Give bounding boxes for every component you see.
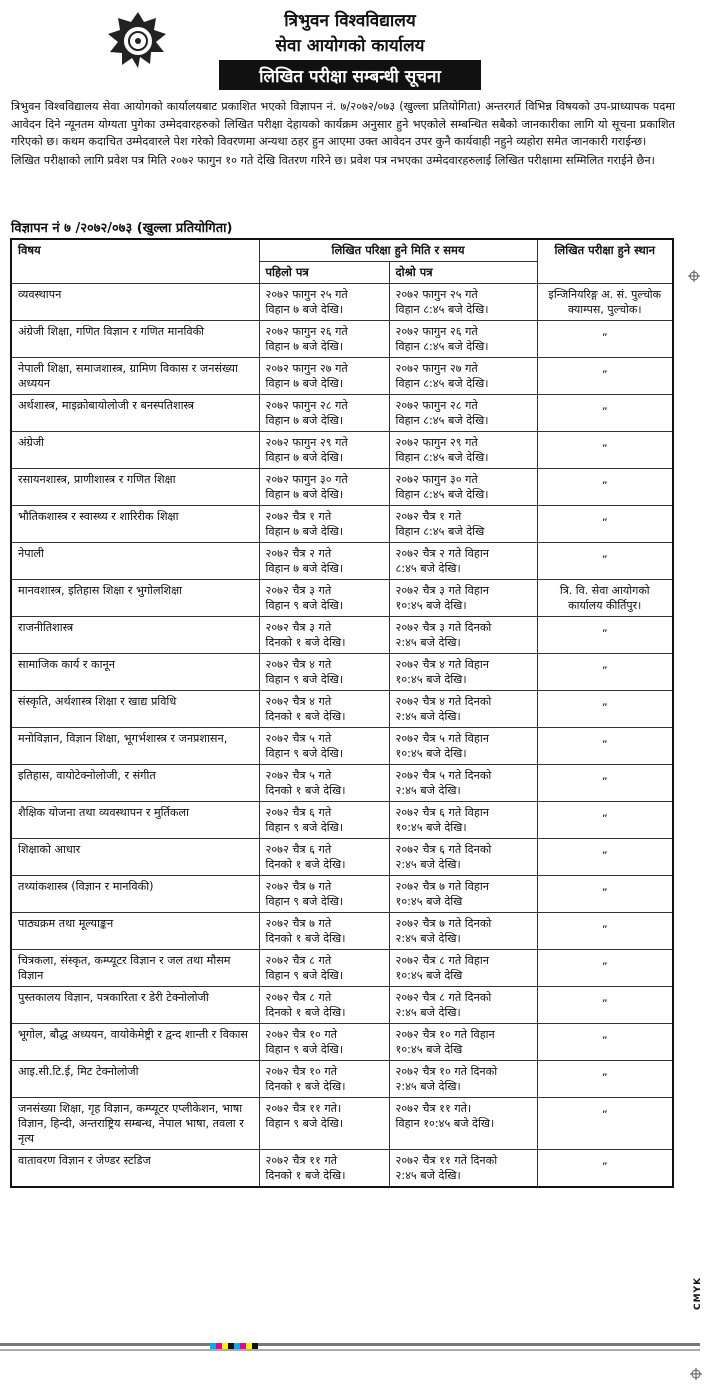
paper1-text: विहान ७ बजे देखि। — [265, 562, 344, 575]
exam-schedule-table — [10, 238, 674, 1188]
paper1-cell — [259, 987, 389, 1024]
paper2-text: १०:४५ बजे देखि। — [395, 673, 467, 686]
paper2-cell — [389, 1061, 537, 1098]
table-row — [11, 469, 673, 506]
paper2-cell — [389, 580, 537, 617]
paper1-text: विहान ९ बजे देखि। — [265, 747, 344, 760]
paper2-text: १०:४५ बजे देखि। — [395, 599, 467, 612]
paper2-cell — [389, 1150, 537, 1188]
subject-cell: अर्थशास्त्र, माइक्रोबायोलोजी र बनस्पतिशास्त्र — [11, 395, 259, 432]
paper1-cell — [259, 950, 389, 987]
registration-mark-icon — [690, 1368, 702, 1380]
paper2-text: विहान १०:४५ बजे देखि। — [395, 1117, 495, 1130]
paper1-cell — [259, 432, 389, 469]
table-row — [11, 506, 673, 543]
subject-cell: जनसंख्या शिक्षा, गृह विज्ञान, कम्प्यूटर एप्लीकेशन, भाषा विज्ञान, हिन्दी, अन्तराष्ट्रिय सम्बन्ध, नेपाल भाषा, तवला र नृत्य — [11, 1098, 259, 1150]
venue-ditto-cell: „ — [537, 543, 673, 580]
paper2-cell — [389, 617, 537, 654]
paper2-text: २०७२ चैत्र ६ गते दिनको — [395, 843, 492, 856]
table-row — [11, 395, 673, 432]
subject-cell: राजनीतिशास्त्र — [11, 617, 259, 654]
paper2-text: २:४५ बजे देखि। — [395, 858, 461, 871]
paper2-cell — [389, 765, 537, 802]
paper2-text: २०७२ चैत्र ११ गते। — [395, 1102, 472, 1115]
paper1-text: विहान ७ बजे देखि। — [265, 488, 344, 501]
venue-ditto-cell: „ — [537, 1098, 673, 1150]
subject-cell: पुस्तकालय विज्ञान, पत्रकारिता र डेरी टेक्नोलोजी — [11, 987, 259, 1024]
color-swatch — [252, 1343, 258, 1349]
table-row — [11, 358, 673, 395]
paper2-cell — [389, 802, 537, 839]
paper1-cell — [259, 617, 389, 654]
paper1-text: २०७२ फागुन २९ गते — [265, 436, 348, 449]
venue-ditto-cell: „ — [537, 506, 673, 543]
paper2-text: २०७२ चैत्र ४ गते विहान — [395, 658, 489, 671]
paper2-text: २०७२ चैत्र ८ गते विहान — [395, 954, 489, 967]
paper2-cell — [389, 913, 537, 950]
paper2-text: १०:४५ बजे देखि। — [395, 821, 467, 834]
column-header-subject: विषय — [11, 239, 259, 284]
venue-ditto-cell: „ — [537, 617, 673, 654]
paper1-cell — [259, 839, 389, 876]
subject-cell: मनोविज्ञान, विज्ञान शिक्षा, भूगर्भशास्त्र र जनप्रशासन, — [11, 728, 259, 765]
paper2-text: २०७२ चैत्र ५ गते दिनको — [395, 769, 492, 782]
table-row — [11, 1061, 673, 1098]
paper1-cell — [259, 728, 389, 765]
paper2-text: २०७२ चैत्र १० गते दिनको — [395, 1065, 498, 1078]
table-row — [11, 839, 673, 876]
footer-rule — [0, 1343, 700, 1346]
table-row — [11, 432, 673, 469]
paper2-text: २०७२ चैत्र २ गते विहान — [395, 547, 489, 560]
paper1-cell — [259, 691, 389, 728]
subject-cell: सामाजिक कार्य र कानून — [11, 654, 259, 691]
venue-ditto-cell: „ — [537, 654, 673, 691]
paper1-text: २०७२ चैत्र ७ गते — [265, 880, 332, 893]
venue-ditto-cell: „ — [537, 950, 673, 987]
paper1-cell — [259, 802, 389, 839]
paper2-text: २०७२ चैत्र ४ गते दिनको — [395, 695, 492, 708]
subject-cell: रसायनशास्त्र, प्राणीशास्त्र र गणित शिक्षा — [11, 469, 259, 506]
table-row — [11, 654, 673, 691]
venue-ditto-cell: „ — [537, 876, 673, 913]
paper1-text: २०७२ चैत्र १० गते — [265, 1065, 338, 1078]
notice-title: लिखित परीक्षा सम्बन्धी सूचना — [219, 60, 481, 90]
subject-cell: वातावरण विज्ञान र जेण्डर स्टडिज — [11, 1150, 259, 1188]
paper2-text: विहान ८:४५ बजे देखि। — [395, 303, 489, 316]
paper1-text: विहान ९ बजे देखि। — [265, 1117, 344, 1130]
paper1-text: दिनको १ बजे देखि। — [265, 1080, 346, 1093]
paper1-cell — [259, 580, 389, 617]
paper1-text: दिनको १ बजे देखि। — [265, 932, 346, 945]
paper1-text: विहान ९ बजे देखि। — [265, 895, 344, 908]
paper2-cell — [389, 876, 537, 913]
notice-header — [0, 0, 711, 95]
paper1-text: विहान ९ बजे देखि। — [265, 673, 344, 686]
cmyk-label: CMYK — [693, 1276, 703, 1310]
paper2-text: २:४५ बजे देखि। — [395, 784, 461, 797]
intro-text — [11, 98, 675, 170]
subject-cell: मानवशास्त्र, इतिहास शिक्षा र भुगोलशिक्षा — [11, 580, 259, 617]
paper1-cell — [259, 654, 389, 691]
paper1-cell — [259, 543, 389, 580]
paper1-text: दिनको १ बजे देखि। — [265, 784, 346, 797]
paper1-cell — [259, 506, 389, 543]
paper1-text: २०७२ फागुन २५ गते — [265, 288, 348, 301]
table-row — [11, 543, 673, 580]
paper2-text: २०७२ चैत्र ६ गते विहान — [395, 806, 489, 819]
paper1-text: विहान ९ बजे देखि। — [265, 821, 344, 834]
paper2-cell — [389, 839, 537, 876]
table-row — [11, 1150, 673, 1188]
paper1-text: २०७२ चैत्र ६ गते — [265, 806, 332, 819]
paper1-text: २०७२ चैत्र ८ गते — [265, 991, 332, 1004]
paper2-text: २:४५ बजे देखि। — [395, 636, 461, 649]
venue-cell: इन्जिनियरिङ्ग अ. सं. पुल्चोक क्याम्पस, पुल्चोक। — [537, 284, 673, 321]
paper2-cell — [389, 1024, 537, 1061]
subject-cell: इतिहास, वायोटेक्नोलोजी, र संगीत — [11, 765, 259, 802]
paper2-text: २०७२ फागुन २८ गते — [395, 399, 478, 412]
paper1-text: २०७२ चैत्र ५ गते — [265, 769, 332, 782]
paper1-text: २०७२ चैत्र ८ गते — [265, 954, 332, 967]
venue-ditto-cell: „ — [537, 395, 673, 432]
subject-cell: नेपाली — [11, 543, 259, 580]
table-row — [11, 691, 673, 728]
table-row — [11, 1098, 673, 1150]
table-row — [11, 913, 673, 950]
paper2-text: २०७२ चैत्र ५ गते विहान — [395, 732, 489, 745]
paper2-cell — [389, 432, 537, 469]
subject-cell: शिक्षाको आधार — [11, 839, 259, 876]
paper1-text: २०७२ चैत्र १० गते — [265, 1028, 338, 1041]
paper2-text: २०७२ चैत्र १ गते — [395, 510, 462, 523]
paper2-cell — [389, 284, 537, 321]
column-header-datetime: लिखित परिक्षा हुने मिति र समय — [259, 239, 537, 262]
paper1-cell — [259, 321, 389, 358]
paper2-text: २:४५ बजे देखि। — [395, 1080, 461, 1093]
paper1-cell — [259, 469, 389, 506]
venue-ditto-cell: „ — [537, 839, 673, 876]
paper2-text: १०:४५ बजे देखि। — [395, 747, 467, 760]
paper2-cell — [389, 321, 537, 358]
table-row — [11, 765, 673, 802]
paper1-text: दिनको १ बजे देखि। — [265, 636, 346, 649]
registration-mark-icon — [688, 270, 700, 282]
intro-paragraph: त्रिभुवन विश्वविद्यालय सेवा आयोगको कार्यालयबाट प्रकाशित भएको विज्ञापन नं. ७/२०७२/०७३ (खुल्ला प्रतियोगिता) अन्तरगर्त विभिन्न विषयको उप-प्राध्यापक पदमा आवेदन दिने न्यूनतम योग्यता पुगेका उम्मेदवारहरुको लिखित परीक्षा देहायको कार्यक्रम अनुसार हुने भएकोले सम्बन्धित सबैको जानकारीका लागि यो सूचना प्रकाशित गरिएको छ। कथम कदाचित उम्मेदवारले पेश गरेको विवरणमा अन्यथा ठहर हुन आएमा उक्त आवेदन उपर कुनै कार्यवाही नहुने व्यहोरा समेत जानकारी गराईन्छ। — [11, 100, 675, 148]
table-row — [11, 321, 673, 358]
paper2-cell — [389, 395, 537, 432]
paper2-cell — [389, 691, 537, 728]
column-header-paper2: दोश्रो पत्र — [389, 262, 537, 284]
subject-cell: भूगोल, बौद्ध अध्ययन, वायोकेमेष्ट्री र द्वन्द शान्ती र विकास — [11, 1024, 259, 1061]
table-row — [11, 802, 673, 839]
venue-ditto-cell: „ — [537, 432, 673, 469]
paper2-text: २०७२ फागुन २६ गते — [395, 325, 478, 338]
paper1-text: विहान ७ बजे देखि। — [265, 377, 344, 390]
venue-ditto-cell: „ — [537, 1150, 673, 1188]
paper2-text: २०७२ चैत्र ८ गते दिनको — [395, 991, 492, 1004]
venue-ditto-cell: „ — [537, 1024, 673, 1061]
paper2-text: १०:४५ बजे देखि — [395, 1043, 463, 1056]
paper1-text: २०७२ चैत्र ११ गते — [265, 1154, 338, 1167]
subject-cell: भौतिकशास्त्र र स्वास्थ्य र शारिरीक शिक्षा — [11, 506, 259, 543]
paper1-text: विहान ९ बजे देखि। — [265, 1043, 344, 1056]
paper1-text: २०७२ चैत्र ३ गते — [265, 621, 332, 634]
paper1-cell — [259, 1098, 389, 1150]
footer-rule — [0, 1349, 700, 1351]
paper1-cell — [259, 1061, 389, 1098]
paper2-text: २०७२ फागुन ३० गते — [395, 473, 478, 486]
paper1-text: २०७२ चैत्र ११ गते। — [265, 1102, 342, 1115]
column-header-paper1: पहिलो पत्र — [259, 262, 389, 284]
paper2-cell — [389, 987, 537, 1024]
paper2-text: २:४५ बजे देखि। — [395, 932, 461, 945]
paper1-text: विहान ७ बजे देखि। — [265, 414, 344, 427]
paper1-text: २०७२ चैत्र ५ गते — [265, 732, 332, 745]
paper2-text: १०:४५ बजे देखि — [395, 895, 463, 908]
paper2-text: २०७२ फागुन २९ गते — [395, 436, 478, 449]
venue-ditto-cell: „ — [537, 1061, 673, 1098]
paper2-text: २०७२ चैत्र ७ गते दिनको — [395, 917, 492, 930]
table-row — [11, 728, 673, 765]
paper2-cell — [389, 543, 537, 580]
paper2-text: ८:४५ बजे देखि। — [395, 562, 461, 575]
paper1-cell — [259, 1024, 389, 1061]
venue-ditto-cell: „ — [537, 728, 673, 765]
paper1-text: २०७२ चैत्र ४ गते — [265, 695, 332, 708]
paper2-cell — [389, 506, 537, 543]
table-row — [11, 284, 673, 321]
venue-ditto-cell: „ — [537, 321, 673, 358]
paper1-text: २०७२ चैत्र ३ गते — [265, 584, 332, 597]
paper1-text: दिनको १ बजे देखि। — [265, 1006, 346, 1019]
subject-cell: अंग्रेजी — [11, 432, 259, 469]
paper1-cell — [259, 395, 389, 432]
subject-cell: चित्रकला, संस्कृत, कम्प्यूटर विज्ञान र जल तथा मौसम विज्ञान — [11, 950, 259, 987]
paper2-text: विहान ८:४५ बजे देखि। — [395, 414, 489, 427]
office-name: सेवा आयोगको कार्यालय — [275, 36, 425, 56]
university-name: त्रिभुवन विश्वविद्यालय — [284, 11, 416, 31]
paper1-text: २०७२ फागुन २८ गते — [265, 399, 348, 412]
paper1-cell — [259, 358, 389, 395]
table-row — [11, 950, 673, 987]
intro-paragraph: लिखित परीक्षाको लागि प्रवेश पत्र मिति २०७२ फागुन १० गते देखि वितरण गरिने छ। प्रवेश पत्र नभएका उम्मेदवारहरुलाई लिखित परीक्षामा सम्मिलित गराईने छैन। — [11, 153, 655, 167]
paper1-text: विहान ९ बजे देखि। — [265, 969, 344, 982]
paper2-text: २०७२ चैत्र ३ गते विहान — [395, 584, 489, 597]
paper2-cell — [389, 358, 537, 395]
nepal-emblem-icon — [104, 10, 172, 70]
paper2-text: २:४५ बजे देखि। — [395, 1169, 461, 1182]
venue-ditto-cell: „ — [537, 987, 673, 1024]
venue-ditto-cell: „ — [537, 691, 673, 728]
color-swatches — [210, 1343, 258, 1349]
subject-cell: आइ.सी.टि.ई, मिट टेक्नोलोजी — [11, 1061, 259, 1098]
paper2-cell — [389, 654, 537, 691]
paper1-text: २०७२ फागुन ३० गते — [265, 473, 348, 486]
paper1-text: २०७२ फागुन २७ गते — [265, 362, 348, 375]
paper2-cell — [389, 469, 537, 506]
subject-cell: व्यवस्थापन — [11, 284, 259, 321]
table-row — [11, 987, 673, 1024]
subject-cell: तथ्यांकशास्त्र (विज्ञान र मानविकी) — [11, 876, 259, 913]
paper2-cell — [389, 1098, 537, 1150]
paper2-text: २०७२ फागुन २७ गते — [395, 362, 478, 375]
venue-ditto-cell: „ — [537, 913, 673, 950]
table-row — [11, 617, 673, 654]
subject-cell: पाठ्यक्रम तथा मूल्याङ्कन — [11, 913, 259, 950]
paper2-text: २०७२ चैत्र ३ गते दिनको — [395, 621, 492, 634]
paper2-text: विहान ८:४५ बजे देखि। — [395, 488, 489, 501]
table-row — [11, 1024, 673, 1061]
paper1-text: विहान ७ बजे देखि। — [265, 303, 344, 316]
paper1-text: २०७२ चैत्र ४ गते — [265, 658, 332, 671]
paper2-text: १०:४५ बजे देखि — [395, 969, 463, 982]
paper2-text: विहान ८:४५ बजे देखि। — [395, 340, 489, 353]
advertisement-heading: विज्ञापन नं ७ /२०७२/०७३ (खुल्ला प्रतियोगिता) — [11, 221, 233, 236]
venue-cell: त्रि. वि. सेवा आयोगको कार्यालय कीर्तिपुर। — [537, 580, 673, 617]
paper2-text: विहान ८:४५ बजे देखि। — [395, 451, 489, 464]
paper1-text: २०७२ चैत्र १ गते — [265, 510, 332, 523]
paper1-cell — [259, 1150, 389, 1188]
paper2-text: २०७२ चैत्र ७ गते विहान — [395, 880, 489, 893]
paper2-cell — [389, 950, 537, 987]
paper2-text: विहान ८:४५ बजे देखि। — [395, 377, 489, 390]
venue-ditto-cell: „ — [537, 765, 673, 802]
table-row — [11, 580, 673, 617]
paper2-text: विहान ८:४५ बजे देखि — [395, 525, 485, 538]
paper1-text: दिनको १ बजे देखि। — [265, 858, 346, 871]
paper2-text: २०७२ फागुन २५ गते — [395, 288, 478, 301]
paper1-text: विहान ७ बजे देखि। — [265, 340, 344, 353]
paper1-text: दिनको १ बजे देखि। — [265, 1169, 346, 1182]
paper1-cell — [259, 876, 389, 913]
paper1-text: २०७२ फागुन २६ गते — [265, 325, 348, 338]
subject-cell: अंग्रेजी शिक्षा, गणित विज्ञान र गणित मानविकी — [11, 321, 259, 358]
paper2-text: २:४५ बजे देखि। — [395, 710, 461, 723]
paper1-text: विहान ९ बजे देखि। — [265, 599, 344, 612]
paper2-text: २०७२ चैत्र ११ गते दिनको — [395, 1154, 498, 1167]
subject-cell: शैक्षिक योजना तथा व्यवस्थापन र मुर्तिकला — [11, 802, 259, 839]
paper2-text: २०७२ चैत्र १० गते विहान — [395, 1028, 495, 1041]
subject-cell: नेपाली शिक्षा, समाजशास्त्र, ग्रामिण विकास र जनसंख्या अध्ययन — [11, 358, 259, 395]
venue-ditto-cell: „ — [537, 469, 673, 506]
paper1-cell — [259, 765, 389, 802]
paper2-cell — [389, 728, 537, 765]
paper2-text: २:४५ बजे देखि। — [395, 1006, 461, 1019]
paper1-text: विहान ७ बजे देखि। — [265, 451, 344, 464]
paper1-text: दिनको १ बजे देखि। — [265, 710, 346, 723]
paper1-text: २०७२ चैत्र ७ गते — [265, 917, 332, 930]
subject-cell: संस्कृति, अर्थशास्त्र शिक्षा र खाद्य प्रविधि — [11, 691, 259, 728]
paper1-text: २०७२ चैत्र २ गते — [265, 547, 332, 560]
paper1-cell — [259, 284, 389, 321]
paper1-text: २०७२ चैत्र ६ गते — [265, 843, 332, 856]
paper1-cell — [259, 913, 389, 950]
venue-ditto-cell: „ — [537, 358, 673, 395]
column-header-venue: लिखित परीक्षा हुने स्थान — [537, 239, 673, 284]
table-row — [11, 876, 673, 913]
paper1-text: विहान ७ बजे देखि। — [265, 525, 344, 538]
venue-ditto-cell: „ — [537, 802, 673, 839]
